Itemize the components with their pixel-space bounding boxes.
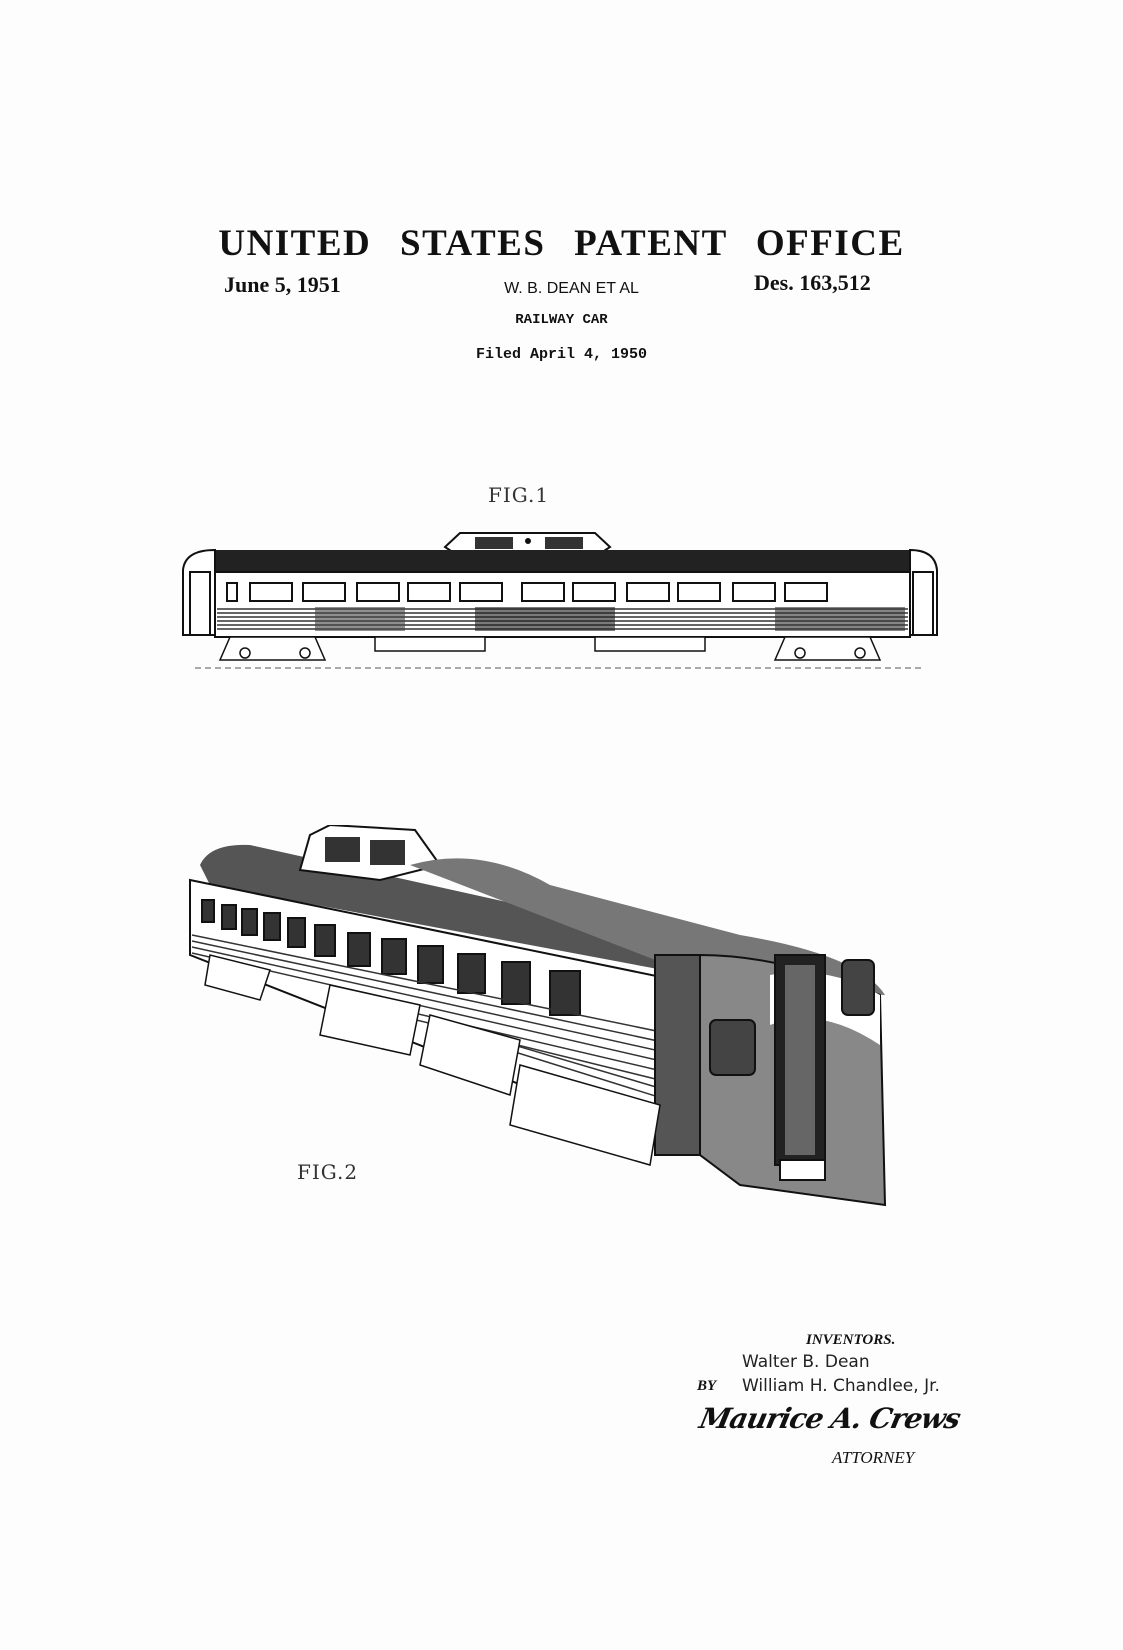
by-label: BY	[697, 1378, 717, 1394]
inventor-name: Walter B. Dean	[742, 1352, 870, 1372]
inventor-heading: W. B. DEAN ET AL	[504, 280, 639, 297]
inventor-name: William H. Chandlee, Jr.	[742, 1376, 940, 1396]
figure-2-label: FIG.2	[297, 1160, 359, 1184]
patent-title: RAILWAY CAR	[515, 312, 608, 328]
figure-2-perspective-view	[180, 825, 920, 1235]
inventors-label: INVENTORS.	[806, 1332, 896, 1348]
issue-date: June 5, 1951	[224, 272, 341, 297]
design-number: Des. 163,512	[754, 270, 871, 295]
figure-1-label: FIG.1	[488, 483, 550, 507]
filed-date: Filed April 4, 1950	[475, 346, 648, 363]
figure-1-side-view	[175, 525, 945, 685]
attorney-signature: Maurice A. Crews	[696, 1402, 963, 1435]
patent-office-heading: UNITED STATES PATENT OFFICE	[218, 223, 905, 264]
attorney-label: ATTORNEY	[832, 1448, 915, 1467]
